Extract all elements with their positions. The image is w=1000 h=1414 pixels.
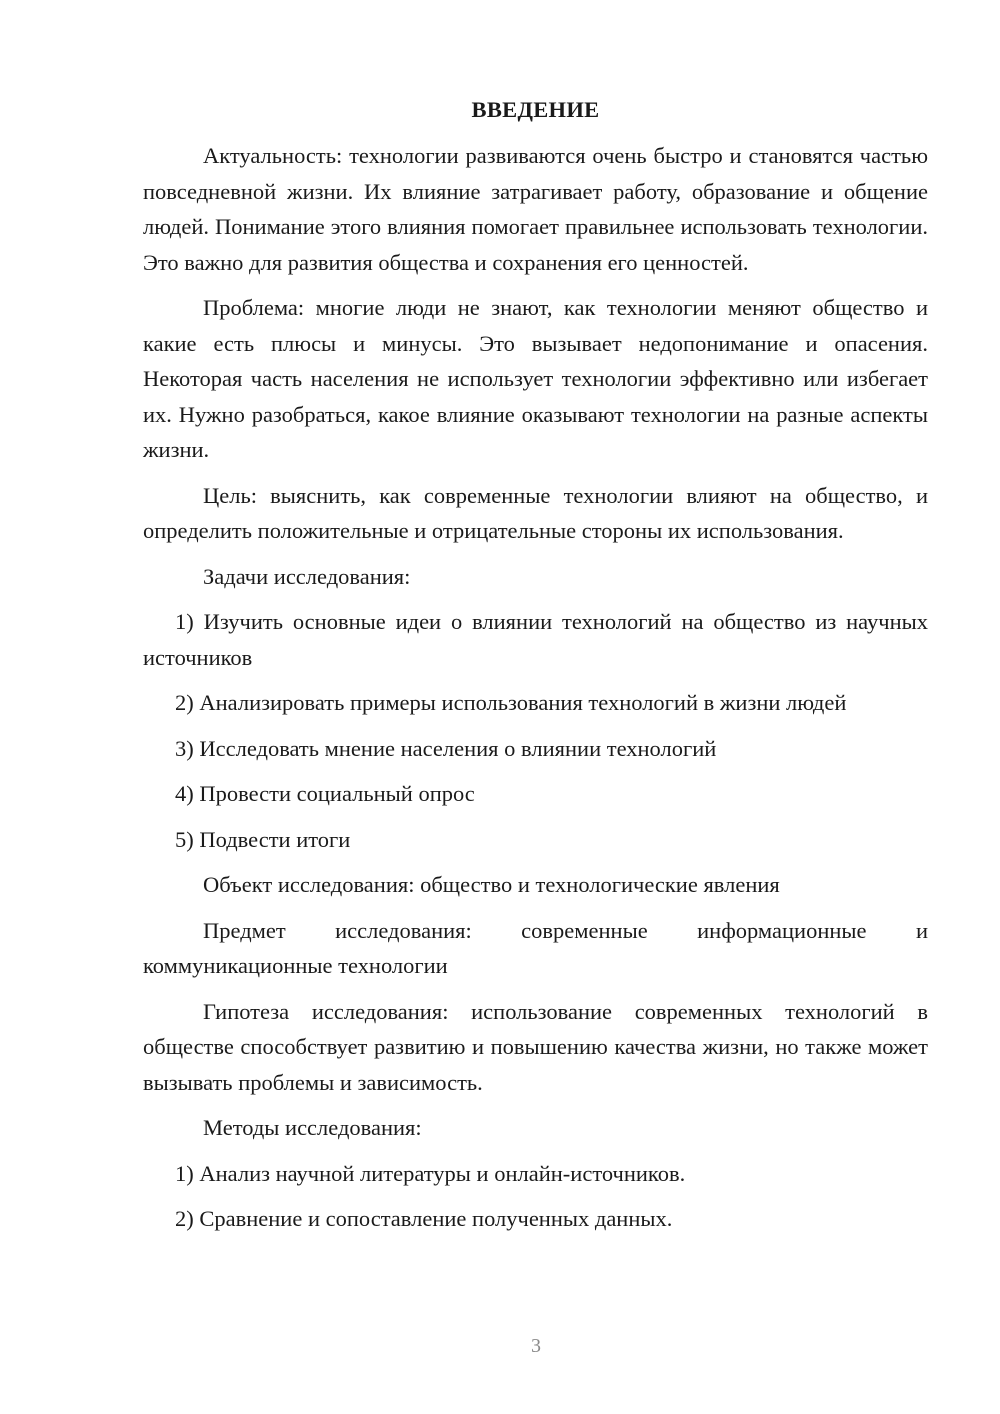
page-title: ВВЕДЕНИЕ: [471, 97, 600, 122]
methods-heading: Методы исследования:: [203, 1115, 422, 1140]
goal-paragraph: Цель: выяснить, как современные технологии влияют на общество, и определить положительные и отрицательные стороны их использования.: [143, 482, 928, 543]
list-item: 1) Изучить основные идеи о влиянии технологий на общество из научных источников: [143, 609, 928, 670]
subject-paragraph: Предмет исследования: современные информационные и коммуникационные технологии: [143, 917, 928, 978]
list-item: 4) Провести социальный опрос: [175, 781, 475, 806]
hypothesis-paragraph: Гипотеза исследования: использование современных технологий в обществе способствует развитию и повышению качества жизни, но также может вызывать проблемы и зависимость.: [143, 998, 928, 1095]
list-item: 5) Подвести итоги: [175, 826, 351, 852]
list-item: 1) Анализ научной литературы и онлайн-источников.: [175, 1160, 686, 1186]
list-item: 3) Исследовать мнение населения о влиянии технологий: [175, 735, 717, 761]
page-number: 3: [531, 1335, 541, 1357]
methods-list: [143, 1156, 928, 1237]
tasks-list: [143, 604, 928, 857]
object-paragraph: Объект исследования: общество и технологические явления: [203, 872, 780, 897]
list-item: 2) Анализировать примеры использования технологий в жизни людей: [175, 690, 847, 715]
relevance-paragraph: Актуальность: технологии развиваются очень быстро и становятся частью повседневной жизни. Их влияние затрагивает работу, образование и общение людей. Понимание этого влияния помогает правильнее использовать технологии. Это важно для развития общества и сохранения его ценностей.: [143, 143, 928, 275]
tasks-heading: Задачи исследования:: [203, 563, 411, 589]
list-item: 2) Сравнение и сопоставление полученных данных.: [175, 1206, 673, 1231]
document-body: [143, 96, 928, 1237]
problem-paragraph: Проблема: многие люди не знают, как технологии меняют общество и какие есть плюсы и минусы. Это вызывает недопонимание и опасения. Некоторая часть населения не использует технологии эффективно или избегает их. Нужно разобраться, какое влияние оказывают технологии на разные аспекты жизни.: [143, 295, 928, 462]
